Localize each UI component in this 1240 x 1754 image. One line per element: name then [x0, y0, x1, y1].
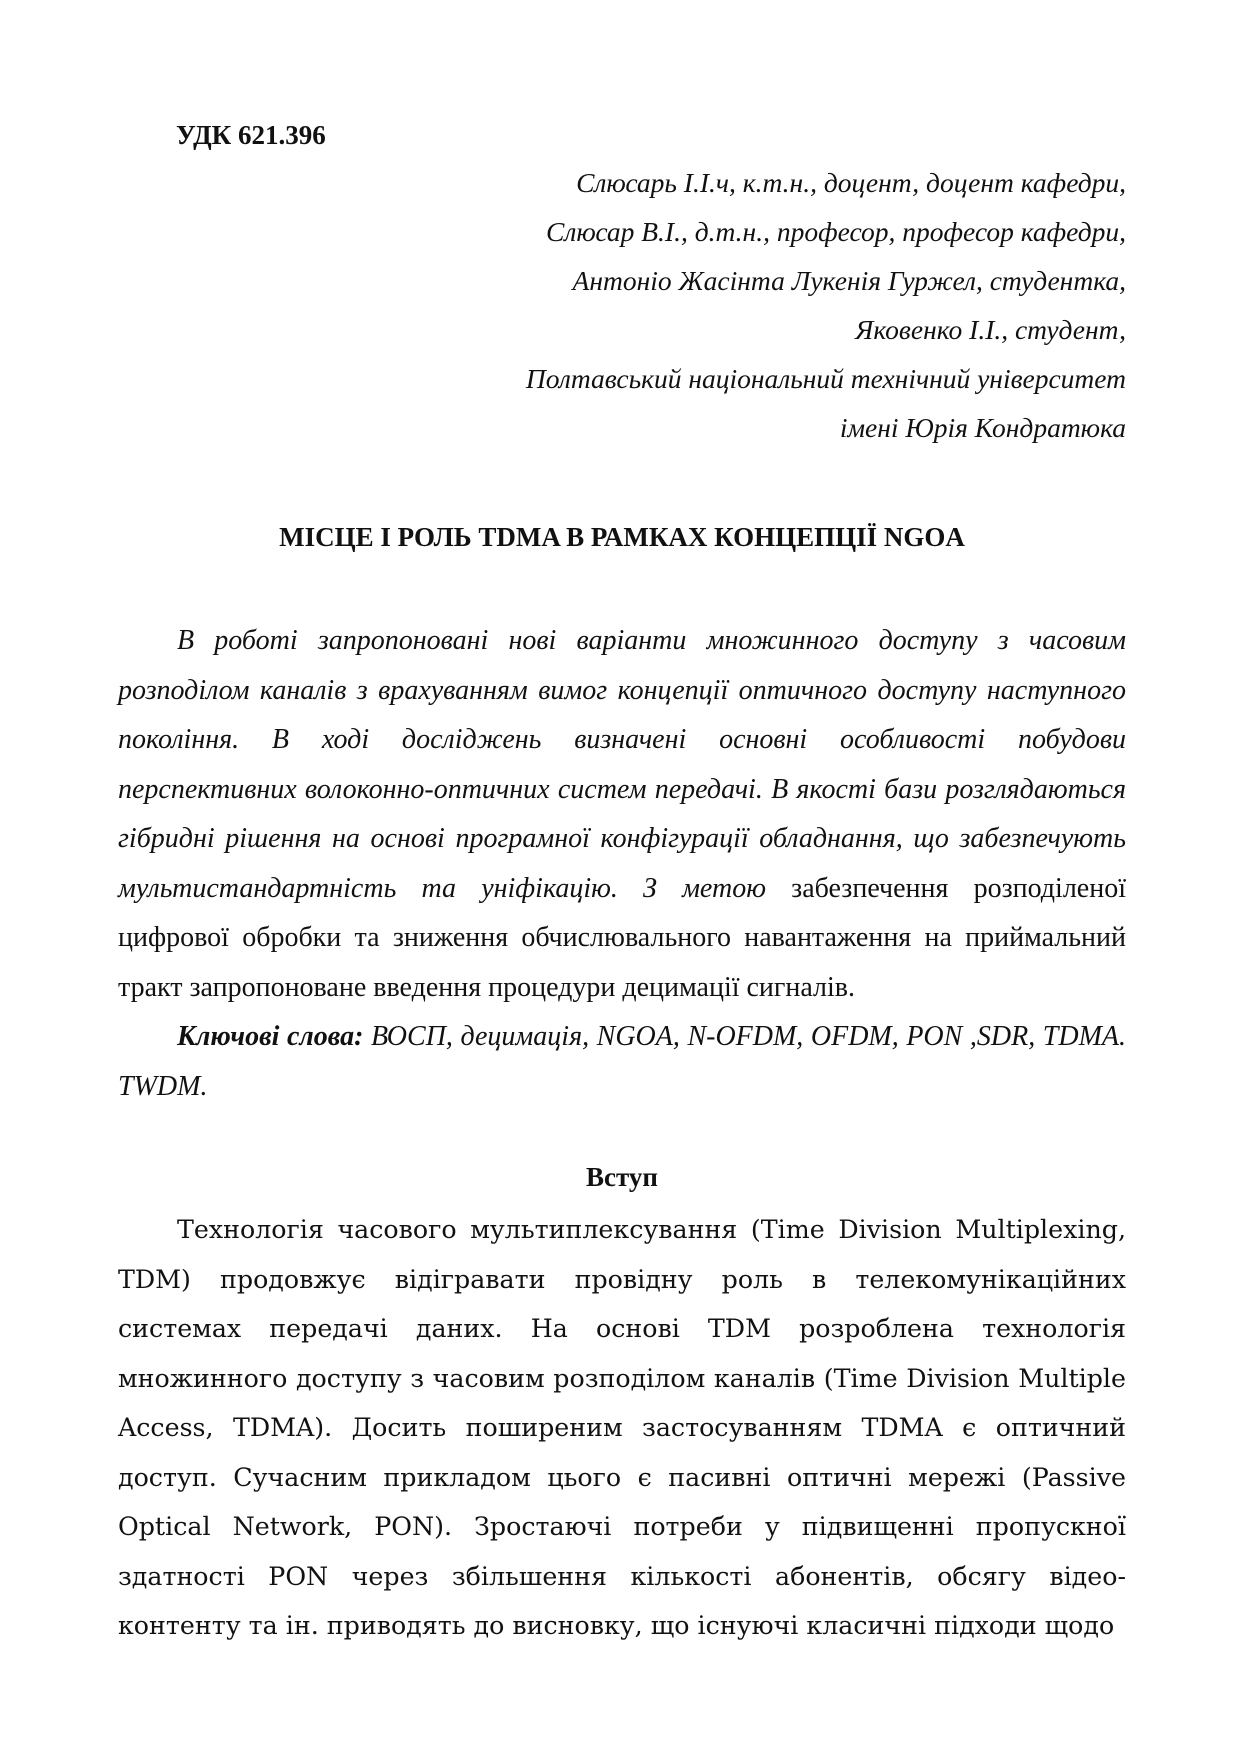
- author-line: Слюсар В.І., д.т.н., професор, професор кафедри,: [546, 216, 1126, 247]
- affiliation-line: імені Юрія Кондратюка: [839, 412, 1126, 443]
- abstract-paragraph: [118, 616, 1126, 1012]
- keywords-paragraph: [118, 1012, 1126, 1111]
- paper-title: МІСЦЕ І РОЛЬ TDMA В РАМКАХ КОНЦЕПЦІЇ NGOA: [279, 522, 965, 552]
- intro-paragraph: Технологія часового мультиплексування (Time Division Multiplexing, TDM) продовжує відігравати провідну роль в телекомунікаційних системах передачі даних. На основі TDM розроблена технологія множинного доступу з часовим розподілом каналів (Time Division Multiple Access, TDMA). Досить поширеним застосуванням TDMA є оптичний доступ. Сучасним прикладом цього є пасивні оптичні мережі (Passive Optical Network, PON). Зростаючі потреби у підвищенні пропускної здатності PON через збільшення кількості абонентів, обсягу відео-контенту та ін. приводять до висновку, що існуючі класичні підходи щодо: [118, 1215, 1126, 1640]
- keywords-list: ВОСП, децимація, NGOA, N-OFDM, OFDM, PON ,SDR, TDMA. TWDM.: [118, 1021, 1127, 1102]
- abstract-section: [118, 616, 1126, 1111]
- abstract-italic-text: В роботі запропоновані нові варіанти множинного доступу з часовим розподілом каналів з врахуванням вимог концепції оптичного доступу наступного покоління. В ході досліджень визначені основні особливості побудови перспективних волоконно-оптичних систем передачі. В якості бази розглядаються гібридні рішення на основі програмної конфігурації обладнання, що забезпечують мультистандартність та уніфікацію. З метою: [118, 625, 1126, 904]
- author-line: Яковенко І.І., студент,: [855, 314, 1126, 345]
- abstract-regular-text: забезпечення розподіленої цифрової обробки та зниження обчислювального навантаження на приймальний тракт запропоноване введення процедури децимації сигналів.: [118, 872, 1126, 1003]
- intro-section: [118, 1205, 1126, 1651]
- affiliation-line: Полтавський національний технічний університет: [525, 363, 1126, 394]
- author-block: [226, 166, 1126, 460]
- author-line: Антоніо Жасінта Лукенія Гуржел, студентка,: [572, 265, 1126, 296]
- keywords-label: Ключові слова:: [177, 1021, 364, 1052]
- intro-heading: Вступ: [586, 1162, 658, 1192]
- author-line: Слюсарь І.І.ч, к.т.н., доцент, доцент кафедри,: [576, 167, 1126, 198]
- udk-code: УДК 621.396: [176, 120, 326, 150]
